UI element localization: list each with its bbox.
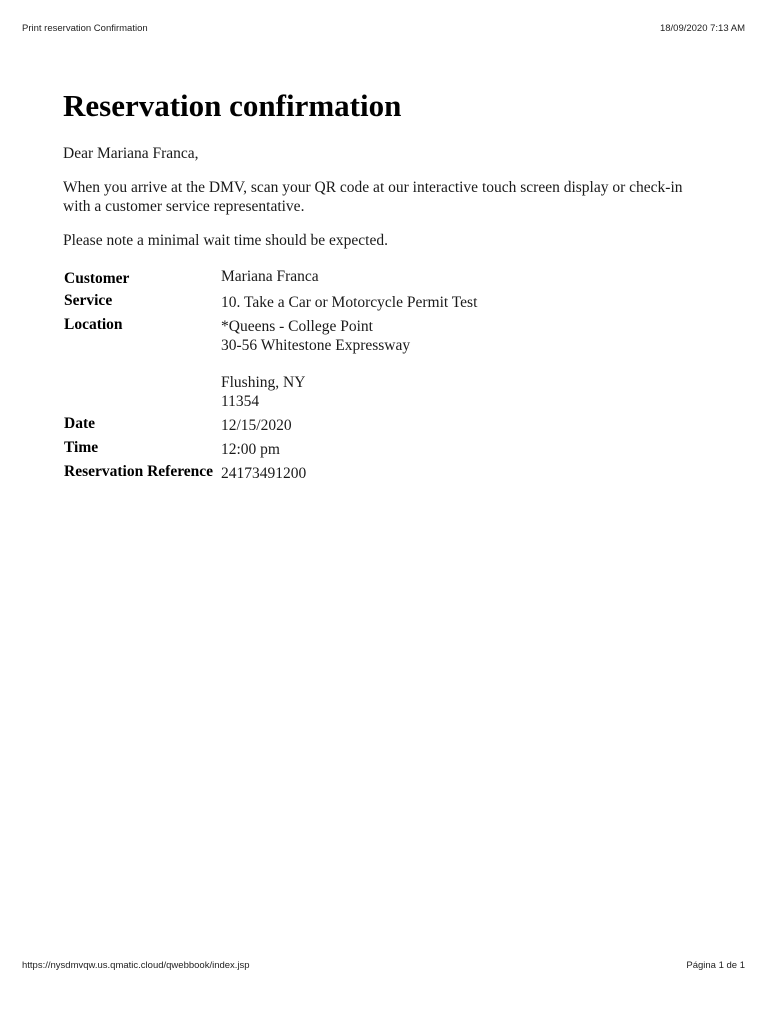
- document-content: [63, 84, 723, 483]
- location-zip: 11354: [221, 393, 260, 410]
- print-footer: [22, 960, 745, 971]
- wait-note-text: Please note a minimal wait time should be expected.: [63, 232, 388, 249]
- location-spacer: [221, 355, 477, 373]
- customer-label: Customer: [64, 270, 130, 287]
- location-label: Location: [64, 316, 123, 333]
- location-street: 30-56 Whitestone Expressway: [221, 337, 411, 354]
- print-header: [22, 23, 745, 34]
- time-label: Time: [64, 439, 99, 456]
- page-number: Página 1 de 1: [686, 960, 745, 971]
- date-value: 12/15/2020: [221, 417, 292, 434]
- reference-row: [64, 459, 477, 483]
- page-title: Reservation confirmation: [63, 88, 402, 123]
- location-name: *Queens - College Point: [221, 318, 373, 335]
- service-label: Service: [64, 292, 113, 309]
- greeting-text: Dear Mariana Franca,: [63, 145, 199, 162]
- location-row: [64, 312, 477, 411]
- page-url: https://nysdmvqw.us.qmatic.cloud/qwebbook/index.jsp: [22, 960, 250, 971]
- print-page-title: Print reservation Confirmation: [22, 23, 148, 34]
- reference-value: 24173491200: [221, 465, 307, 482]
- reservation-details-table: [64, 266, 477, 483]
- date-row: [64, 411, 477, 435]
- instructions-text: When you arrive at the DMV, scan your QR code at our interactive touch screen display or check-in with a customer service representative.: [63, 179, 683, 215]
- customer-value: Mariana Franca: [221, 268, 319, 285]
- time-row: [64, 435, 477, 459]
- reference-label: Reservation Reference: [64, 463, 214, 480]
- location-value: [221, 312, 477, 411]
- service-value: 10. Take a Car or Motorcycle Permit Test: [221, 294, 478, 311]
- location-city: Flushing, NY: [221, 374, 306, 391]
- customer-row: [64, 266, 477, 288]
- time-value: 12:00 pm: [221, 441, 280, 458]
- service-row: [64, 288, 477, 312]
- date-label: Date: [64, 415, 95, 432]
- print-datetime: 18/09/2020 7:13 AM: [659, 23, 745, 34]
